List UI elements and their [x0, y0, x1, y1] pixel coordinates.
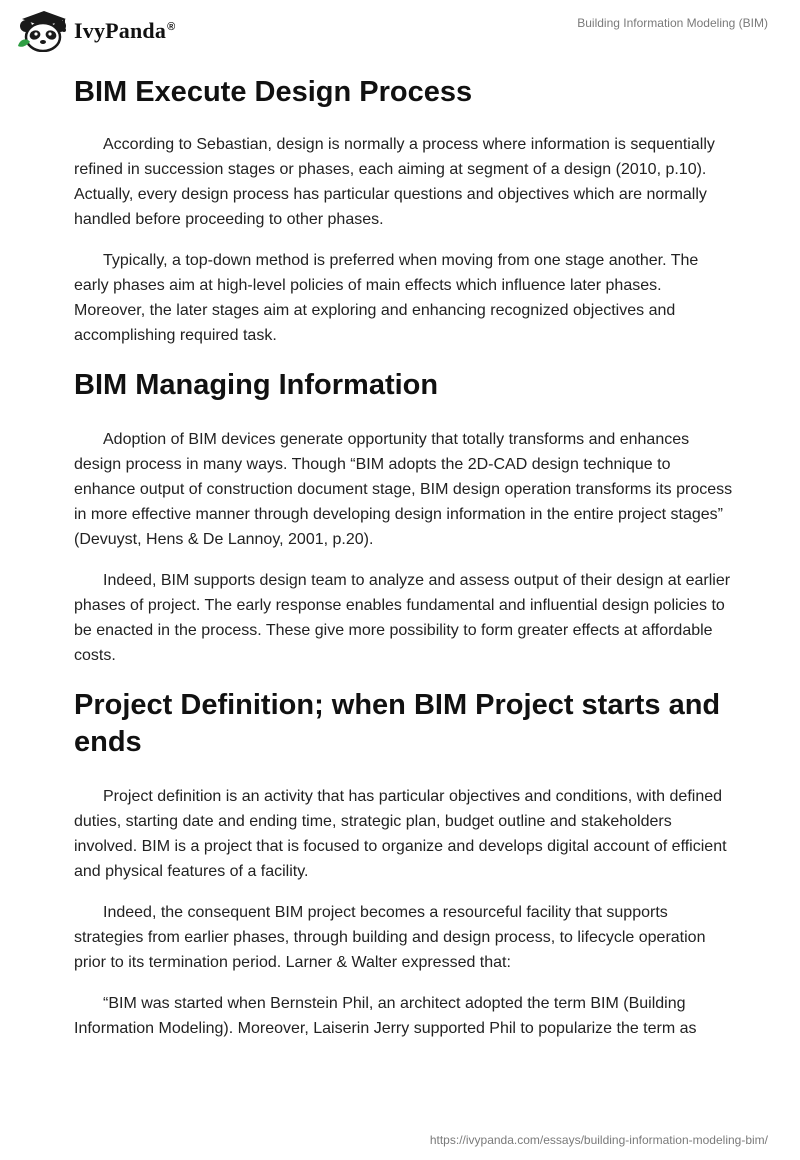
ivypanda-logo[interactable] — [16, 8, 175, 52]
document-title: Building Information Modeling (BIM) — [577, 16, 768, 30]
section-heading: BIM Execute Design Process — [74, 76, 473, 108]
logo-text — [74, 18, 175, 44]
panda-logo-icon — [16, 8, 68, 52]
paragraph: Adoption of BIM devices generate opportunity that totally transforms and enhances design process in many ways. Though “BIM adopts the 2D-CAD design technique to enhance output of construction document stage, BIM design operation transforms its process in more effective manner through developing design information in the entire project stages” (Devuyst, Hens & De Lannoy, 2001, p.20). — [74, 431, 733, 548]
quote-paragraph: “BIM was started when Bernstein Phil, an architect adopted the term BIM (Building Information Modeling). Moreover, Laiserin Jerry supported Phil to popularize the term as — [74, 995, 697, 1037]
paragraph: Indeed, BIM supports design team to analyze and assess output of their design at earlier phases of project. The early response enables fundamental and influential design policies to be enacted in the process. These give more possibility to form greater effects at affordable costs. — [74, 572, 731, 664]
paragraph: According to Sebastian, design is normally a process where information is sequentially refined in succession stages or phases, each aiming at segment of a design (2010, p.10). Actually, every design process has particular questions and objectives which are normally handled before proceeding to other phases. — [74, 136, 715, 228]
source-url[interactable]: https://ivypanda.com/essays/building-information-modeling-bim/ — [429, 1133, 768, 1147]
article-content — [74, 72, 734, 1041]
page-header — [0, 0, 800, 64]
paragraph: Indeed, the consequent BIM project becomes a resourceful facility that supports strategies from earlier phases, through building and design process, to lifecycle operation prior to its termination period. Larner & Walter expressed that: — [74, 904, 706, 971]
paragraph: Typically, a top-down method is preferred when moving from one stage another. The early phases aim at high-level policies of main effects which influence later phases. Moreover, the later stages aim at exploring and enhancing recognized objectives and accomplishing required task. — [74, 252, 699, 344]
registered-mark: ® — [167, 20, 176, 33]
section-heading: BIM Managing Information — [74, 369, 439, 401]
section-heading: Project Definition; when BIM Project starts and ends — [74, 689, 721, 758]
logo-wordmark: IvyPanda — [74, 18, 167, 43]
paragraph: Project definition is an activity that has particular objectives and conditions, with defined duties, starting date and ending time, strategic plan, budget outline and stakeholders involved. BIM is a project that is focused to organize and develops digital account of efficient and physical features of a facility. — [74, 788, 727, 880]
